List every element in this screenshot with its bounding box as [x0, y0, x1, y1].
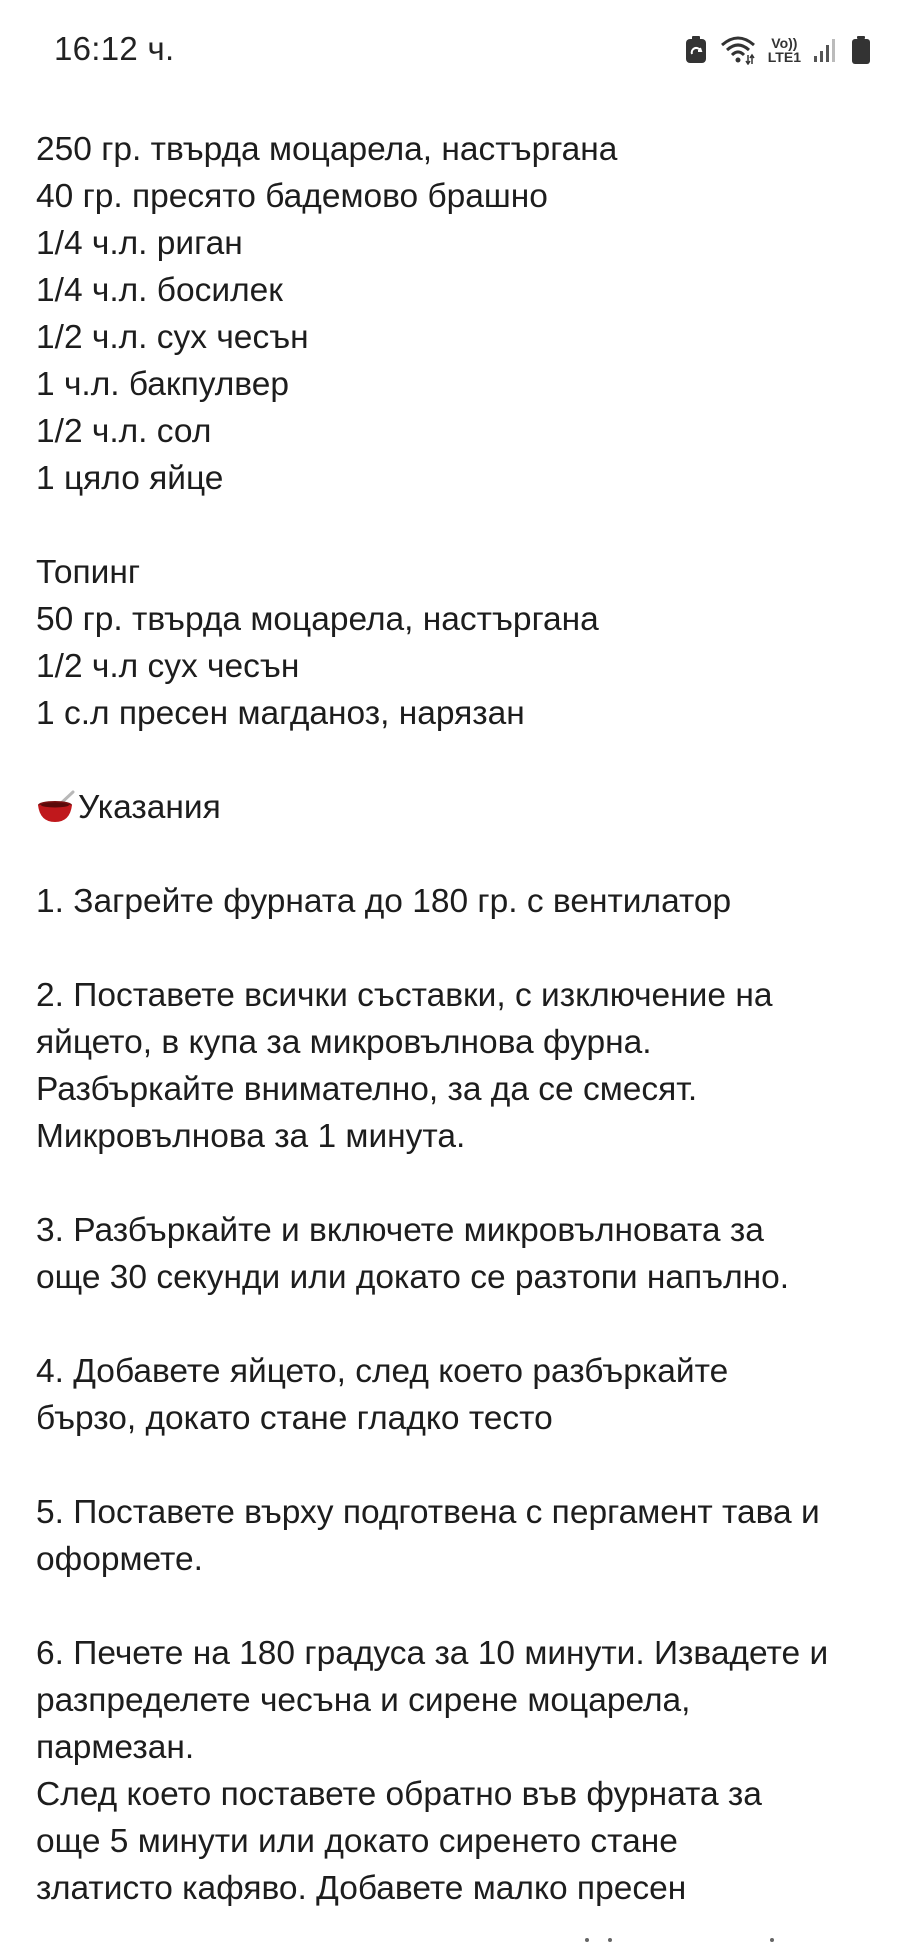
volte-label-top: Vo)): [771, 35, 798, 51]
ingredient-line: 40 гр. пресято бадемово брашно: [36, 178, 548, 215]
status-time: 16:12 ч.: [54, 30, 175, 67]
blank-line: [36, 737, 896, 784]
blank-line: [36, 502, 896, 549]
direction-step-line: яйцето, в купа за микровълнова фурна.: [36, 1024, 652, 1061]
direction-step-line: След което поставете обратно във фурната за: [36, 1776, 762, 1813]
blank-line: [36, 1160, 896, 1207]
topping-heading: Топинг: [36, 554, 141, 591]
topping-line: 1/2 ч.л сух чесън: [36, 648, 300, 685]
topping-line: 50 гр. твърда моцарела, настъргана: [36, 601, 599, 638]
wifi-icon: [720, 35, 756, 65]
direction-step-line: бързо, докато стане гладко тесто: [36, 1400, 553, 1437]
blank-line: [36, 1583, 896, 1630]
direction-step-line: 1. Загрейте фурната до 180 гр. с вентилатор: [36, 883, 732, 920]
recipe-text: [36, 126, 896, 1912]
ingredient-line: 1 ч.л. бакпулвер: [36, 366, 289, 403]
direction-step-line: 2. Поставете всички съставки, с изключение на: [36, 977, 773, 1014]
blank-line: [36, 1301, 896, 1348]
battery-saver-icon: [684, 35, 708, 65]
direction-step-line: 4. Добавете яйцето, след което разбъркайте: [36, 1353, 729, 1390]
topping-line: 1 с.л пресен магданоз, нарязан: [36, 695, 525, 732]
ingredient-line: 1/2 ч.л. сол: [36, 413, 212, 450]
direction-step-line: 3. Разбъркайте и включете микровълновата за: [36, 1212, 764, 1249]
battery-icon: [851, 35, 871, 65]
status-icons: [684, 30, 871, 70]
volte-icon: [768, 36, 801, 64]
direction-step-line: Микровълнова за 1 минута.: [36, 1118, 466, 1155]
ingredient-line: 1/4 ч.л. босилек: [36, 272, 283, 309]
direction-step-line: пармезан.: [36, 1729, 195, 1766]
ingredient-line: 1/4 ч.л. риган: [36, 225, 243, 262]
signal-icon: [813, 36, 839, 64]
direction-step-line: още 5 минути или докато сиренето стане: [36, 1823, 678, 1860]
direction-step-line: 5. Поставете върху подготвена с пергамент тава и: [36, 1494, 820, 1531]
ingredient-line: 250 гр. твърда моцарела, настъргана: [36, 131, 618, 168]
direction-step-line: Разбъркайте внимателно, за да се смесят.: [36, 1071, 698, 1108]
status-bar: [0, 0, 921, 100]
ingredient-line: 1 цяло яйце: [36, 460, 224, 497]
direction-step-line: златисто кафяво. Добавете малко пресен: [36, 1870, 687, 1907]
blank-line: [36, 831, 896, 878]
direction-step-line: разпределете чесъна и сирене моцарела,: [36, 1682, 691, 1719]
clipped-text-remnant-bottom: [0, 1938, 921, 1946]
bowl-icon: [36, 790, 76, 826]
direction-step-line: оформете.: [36, 1541, 203, 1578]
directions-heading: [36, 784, 896, 831]
direction-step-line: 6. Печете на 180 градуса за 10 минути. Извадете и: [36, 1635, 829, 1672]
volte-label-bottom: LTE1: [767, 49, 801, 65]
direction-step-line: още 30 секунди или докато се разтопи напълно.: [36, 1259, 790, 1296]
directions-title: Указания: [78, 789, 221, 826]
blank-line: [36, 925, 896, 972]
blank-line: [36, 1442, 896, 1489]
ingredient-line: 1/2 ч.л. сух чесън: [36, 319, 309, 356]
